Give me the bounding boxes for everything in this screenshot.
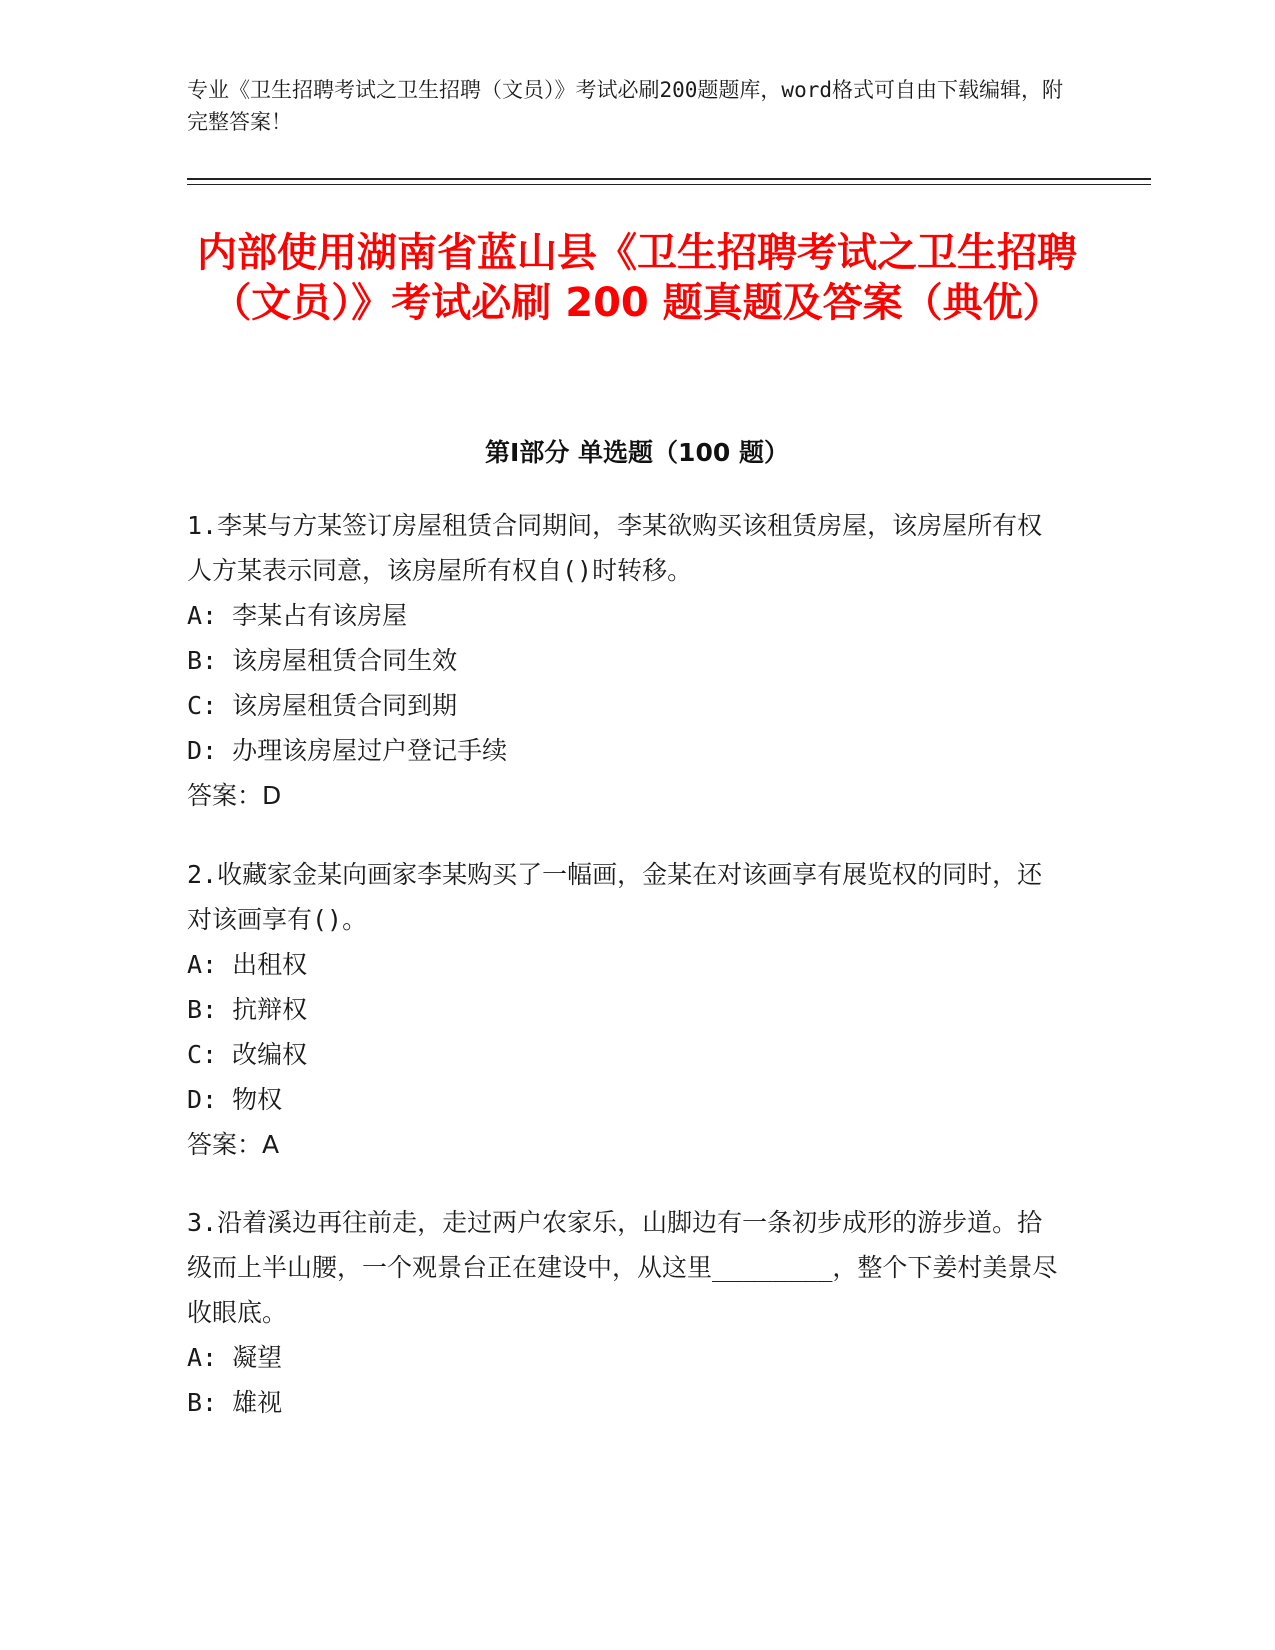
section-heading: 第Ⅰ部分 单选题（100 题） bbox=[485, 438, 789, 467]
document-title: 内部使用湖南省蓝山县《卫生招聘考试之卫生招聘（文员）》考试必刷 200 题真题及答案（典优） bbox=[197, 230, 1077, 326]
option-a: A: 李某占有该房屋 bbox=[187, 601, 408, 630]
option-d: D: 办理该房屋过户登记手续 bbox=[187, 736, 508, 765]
option-d: D: 物权 bbox=[187, 1085, 283, 1114]
answer: 答案：A bbox=[187, 1130, 280, 1159]
option-b: B: 雄视 bbox=[187, 1388, 283, 1417]
option-b: B: 该房屋租赁合同生效 bbox=[187, 646, 458, 675]
header-divider-thin bbox=[187, 184, 1151, 185]
option-a: A: 出租权 bbox=[187, 950, 308, 979]
option-a: A: 凝望 bbox=[187, 1343, 283, 1372]
question-stem: 2.收藏家金某向画家李某购买了一幅画，金某在对该画享有展览权的同时，还对该画享有()。 bbox=[187, 860, 1043, 934]
question-2 bbox=[187, 852, 1067, 1167]
header-note: 专业《卫生招聘考试之卫生招聘（文员）》考试必刷200题题库，word格式可自由下载编辑，附完整答案！ bbox=[187, 78, 1063, 134]
header-divider-thick bbox=[187, 178, 1151, 180]
answer: 答案：D bbox=[187, 781, 282, 810]
question-stem: 3.沿着溪边再往前走，走过两户农家乐，山脚边有一条初步成形的游步道。拾级而上半山腰，一个观景台正在建设中，从这里________，整个下姜村美景尽收眼底。 bbox=[187, 1208, 1058, 1327]
option-c: C: 该房屋租赁合同到期 bbox=[187, 691, 458, 720]
option-c: C: 改编权 bbox=[187, 1040, 308, 1069]
question-1 bbox=[187, 503, 1067, 818]
question-3 bbox=[187, 1200, 1067, 1425]
question-stem: 1.李某与方某签订房屋租赁合同期间，李某欲购买该租赁房屋，该房屋所有权人方某表示同意，该房屋所有权自()时转移。 bbox=[187, 511, 1043, 585]
option-b: B: 抗辩权 bbox=[187, 995, 308, 1024]
